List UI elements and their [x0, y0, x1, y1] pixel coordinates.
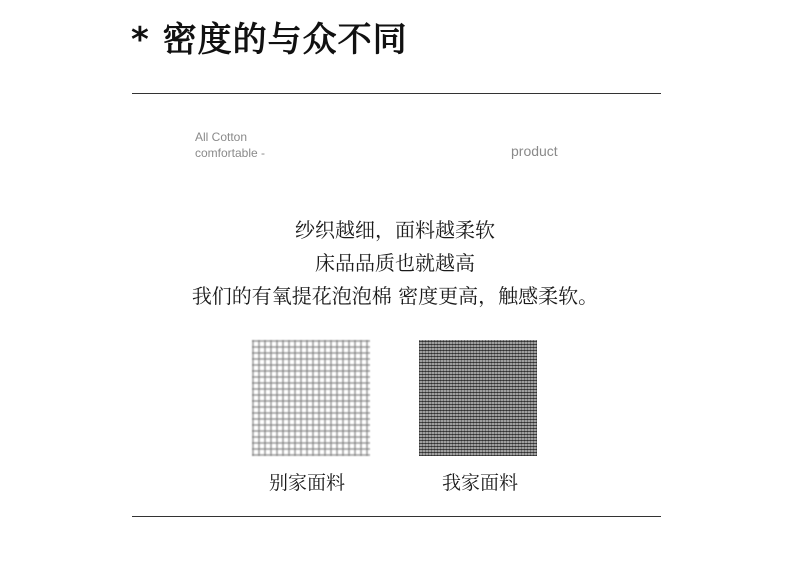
- description-text: [120, 214, 670, 313]
- tagline-left-line1: All Cotton: [195, 130, 248, 144]
- our-fabric-label: 我家面料: [441, 472, 518, 494]
- our-fabric-swatch: [419, 340, 537, 456]
- bottom-divider: [132, 516, 661, 517]
- section-title: * 密度的与众不同: [131, 20, 408, 60]
- tagline-left-line2: comfortable -: [195, 146, 266, 160]
- description-line-3: 我们的有氧提花泡泡棉 密度更高，触感柔软。: [191, 284, 599, 308]
- description-line-1: 纱织越细，面料越柔软: [295, 218, 495, 242]
- tagline-right: product: [511, 143, 558, 159]
- tagline-left: [195, 129, 265, 161]
- others-fabric-swatch: [252, 340, 370, 456]
- top-divider: [132, 93, 661, 94]
- others-fabric-label: 别家面料: [268, 472, 345, 494]
- description-line-2: 床品品质也就越高: [315, 251, 475, 275]
